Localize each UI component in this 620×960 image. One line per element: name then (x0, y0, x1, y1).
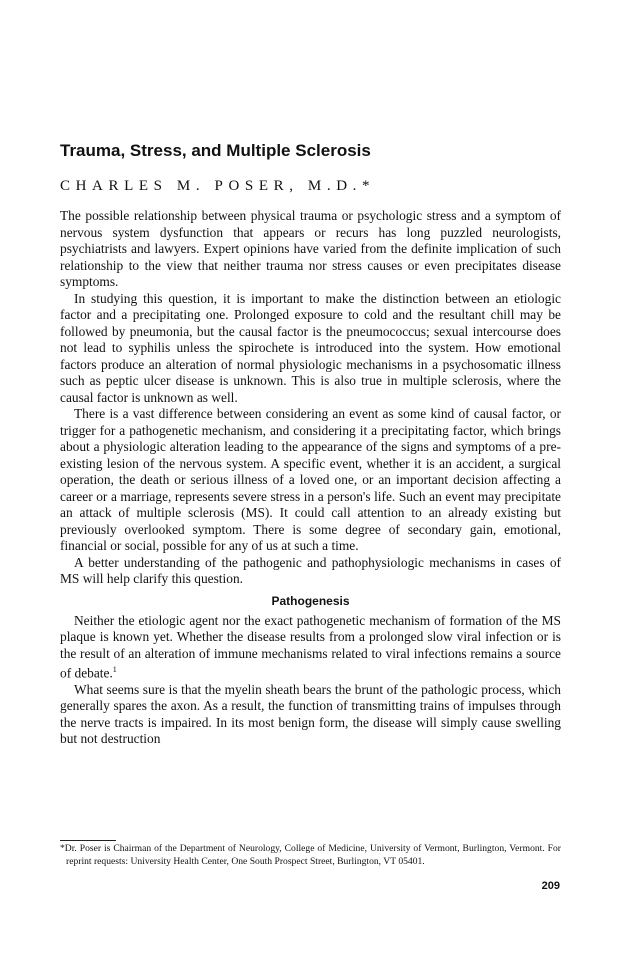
article-title: Trauma, Stress, and Multiple Sclerosis (60, 141, 371, 160)
paragraph-1: The possible relationship between physical trauma or psychologic stress and a symptom of nervous system dysfunction that appears or recurs has long puzzled neurologists, psychiatrists and lawyers. Expert opinions have varied from the definite implication of such relationship to the view that neither trauma nor stress causes or even precipitates disease symptoms. (60, 208, 561, 289)
paragraph-5 (60, 613, 561, 682)
paragraph-3: There is a vast difference between considering an event as some kind of causal factor, or trigger for a pathogenetic mechanism, and considering it a precipitating factor, which brings about a physiologic alteration leading to the appearance of the signs and symptoms of a pre-existing lesion of the nervous system. A specific event, whether it is an accident, a surgical operation, the death or serious illness of a loved one, or an important decision affecting a career or a marriage, represents severe stress in a person's life. Such an event may precipitate an attack of multiple sclerosis (MS). It could call attention to an already existing but previously overlooked symptom. There is some degree of secondary gain, emotional, financial or social, possible for any of us at such a time. (60, 406, 561, 553)
paragraph-2: In studying this question, it is important to make the distinction between an etiologic factor and a precipitating one. Prolonged exposure to cold and the resultant chill may be followed by pneumonia, but the causal factor is the pneumococcus; sexual intercourse does not lead to syphilis unless the spirochete is introduced into the system. How emotional factors produce an alteration of normal physiologic mechanisms in a psychosomatic illness such as peptic ulcer disease is unknown. This is also true in multiple sclerosis, where the causal factor is unknown as well. (60, 290, 561, 405)
article-author: CHARLES M. POSER, M.D.* (60, 178, 376, 194)
page-number: 209 (541, 880, 560, 892)
author-footnote: *Dr. Poser is Chairman of the Department of Neurology, College of Medicine, University of Vermont, Burlington, Vermont. For reprint requests: University Health Center, One South Prospect Street, Burlington, VT 05401. (60, 843, 561, 867)
paragraph-4: A better understanding of the pathogenic and pathophysiologic mechanisms in cases of MS will help clarify this question. (60, 554, 561, 586)
paragraph-5-text: Neither the etiologic agent nor the exact pathogenetic mechanism of formation of the MS plaque is known yet. Whether the disease results from a prolonged slow viral infection or is the result of an alteration of immune mechanisms related to viral infections remains a source of debate. (60, 612, 561, 681)
footnote-divider (60, 840, 116, 841)
section-heading-pathogenesis: Pathogenesis (271, 593, 350, 608)
reference-marker: 1 (112, 665, 117, 674)
article-body (60, 208, 561, 748)
paragraph-6: What seems sure is that the myelin sheath bears the brunt of the pathologic process, which generally spares the axon. As a result, the function of transmitting trains of impulses through the nerve tracts is impaired. In its most benign form, the disease will simply cause swelling but not destruction (60, 681, 561, 747)
